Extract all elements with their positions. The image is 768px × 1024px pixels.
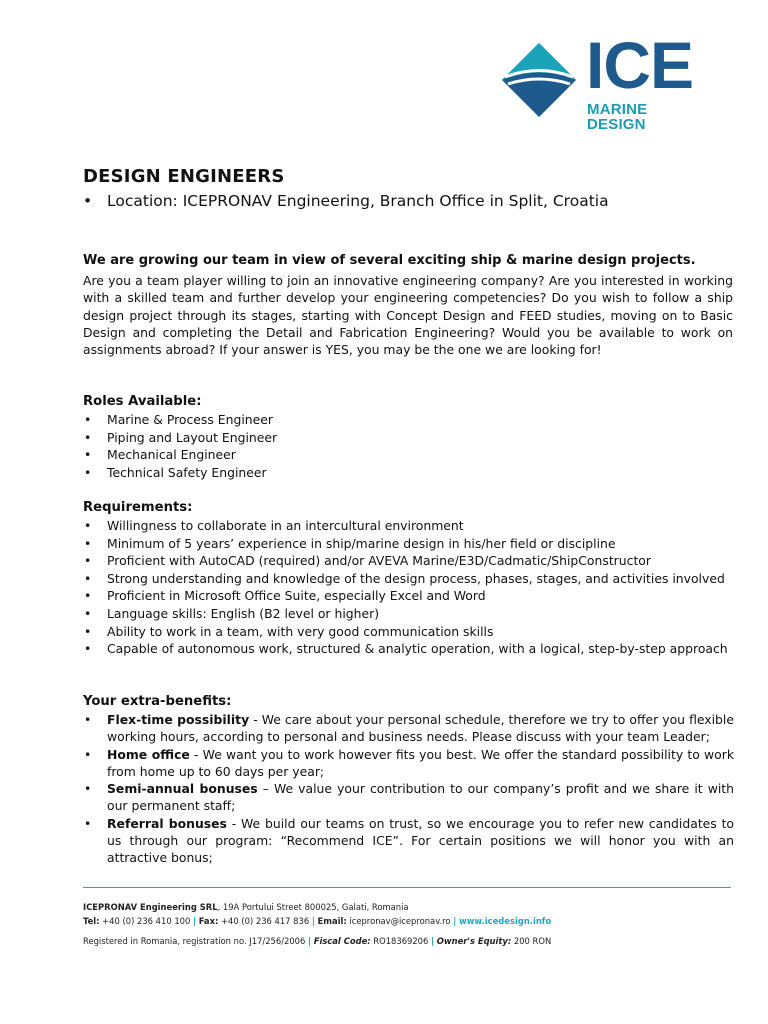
roles-list (83, 411, 743, 481)
list-item: • Proficient with AutoCAD (required) and/or AVEVA Marine/E3D/Cadmatic/ShipConstructor (83, 552, 743, 570)
footer-equity: 200 RON (511, 936, 552, 946)
benefit-title: Semi-annual bonuses (107, 781, 258, 797)
list-item: • Language skills: English (B2 level or higher) (83, 605, 743, 623)
footer-registration-line (83, 936, 551, 946)
footer-website-link[interactable]: www.icedesign.info (458, 916, 552, 926)
location-text: Location: ICEPRONAV Engineering, Branch Office in Split, Croatia (107, 192, 609, 210)
footer-separator: | (308, 936, 312, 946)
benefit-item (83, 746, 734, 781)
benefit-text: - We care about your personal schedule, therefore we try to offer you flexible working hours, according to personal and business needs. Please discuss with your team Leader; (107, 712, 734, 745)
list-item: • Marine & Process Engineer (83, 411, 743, 429)
company-logo (500, 28, 700, 133)
list-item: • Capable of autonomous work, structured & analytic operation, with a logical, step-by-step approach (83, 640, 743, 658)
footer-separator: | (192, 916, 197, 926)
footer-address-line (83, 902, 409, 912)
footer-tel-label: Tel: (83, 916, 100, 926)
footer-fiscal-label: Fiscal Code: (313, 936, 371, 946)
benefit-item (83, 711, 734, 746)
roles-heading: Roles Available: (83, 394, 202, 409)
benefit-title: Referral bonuses (107, 815, 227, 831)
footer-separator: | (453, 916, 457, 926)
location-line (83, 192, 609, 210)
footer-address: , 19A Portului Street 800025, Galati, Romania (217, 902, 409, 912)
benefit-title: Home office (107, 746, 190, 762)
benefit-item (83, 780, 734, 815)
footer-fax-label: Fax: (198, 916, 219, 926)
list-item: • Proficient in Microsoft Office Suite, especially Excel and Word (83, 587, 743, 605)
requirements-list (83, 517, 743, 658)
footer-email-label: Email: (317, 916, 347, 926)
logo-sub-text: MARINE DESIGN (587, 101, 648, 133)
footer-tel: +40 (0) 236 410 100 (99, 916, 193, 926)
footer-email[interactable]: icepronav@icepronav.ro (346, 916, 454, 926)
benefits-heading: Your extra-benefits: (83, 694, 232, 709)
list-item: • Ability to work in a team, with very good communication skills (83, 623, 743, 641)
list-item: • Piping and Layout Engineer (83, 429, 743, 447)
footer-separator: | (431, 936, 435, 946)
requirements-heading: Requirements: (83, 500, 193, 515)
list-item: • Mechanical Engineer (83, 446, 743, 464)
page-title: DESIGN ENGINEERS (83, 166, 285, 187)
footer-fax: +40 (0) 236 417 836 (218, 916, 312, 926)
benefit-item (83, 815, 734, 867)
footer-divider (83, 887, 731, 888)
list-item: • Strong understanding and knowledge of the design process, phases, stages, and activities involved (83, 570, 743, 588)
benefit-title: Flex-time possibility (107, 712, 250, 727)
diamond-logo-icon (500, 40, 582, 122)
list-item: • Willingness to collaborate in an intercultural environment (83, 517, 743, 535)
bullet-icon: • (83, 192, 93, 210)
footer-separator: | (311, 916, 315, 926)
benefit-text: – We value your contribution to our company’s profit and we share it with our permanent staff; (107, 781, 734, 814)
benefit-text: - We build our teams on trust, so we encourage you to refer new candidates to us through our program: “Recommend ICE”. For certain positions we will honor you with an attractive bonus; (107, 815, 735, 866)
benefits-list (83, 711, 734, 867)
footer-equity-label: Owner's Equity: (436, 936, 512, 946)
lead-heading: We are growing our team in view of several exciting ship & marine design projects. (83, 253, 696, 268)
footer-registration: Registered in Romania, registration no. J17/256/2006 (83, 936, 308, 946)
list-item: • Technical Safety Engineer (83, 464, 743, 482)
footer-company: ICEPRONAV Engineering SRL (83, 902, 218, 912)
footer-fiscal: RO18369206 (370, 936, 432, 946)
footer-contact-line (83, 916, 551, 926)
logo-main-text: ICE (586, 28, 694, 102)
list-item: • Minimum of 5 years’ experience in ship/marine design in his/her field or discipline (83, 535, 743, 553)
benefit-text: - We want you to work however fits you best. We offer the standard possibility to work from home up to 60 days per year; (107, 746, 734, 779)
intro-paragraph: Are you a team player willing to join an innovative engineering company? Are you interested in working with a skilled team and further develop your engineering competencies? Do you wish to follow a ship design project through its stages, starting with Concept Design and FEED studies, moving on to Basic Design and completing the Detail and Fabrication Engineering? Would you be available to work on assignments abroad? If your answer is YES, you may be the one we are looking for! (83, 273, 733, 358)
